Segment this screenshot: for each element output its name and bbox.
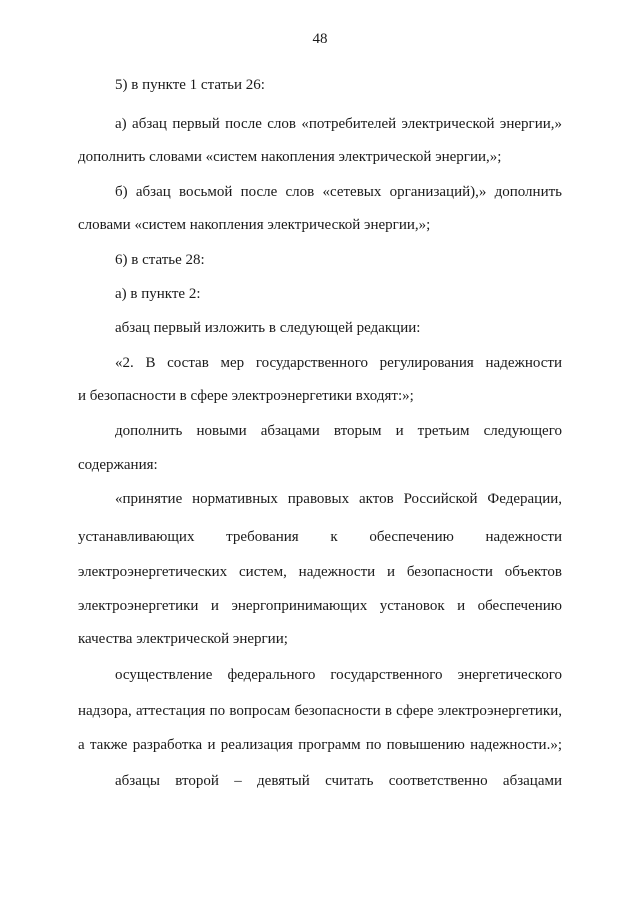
text-line: электроэнергетики и энергопринимающих установок и обеспечению (78, 598, 562, 614)
text-line: дополнить словами «систем накопления электрической энергии,»; (78, 149, 502, 165)
text-line: а также разработка и реализация программ по повышению надежности.»; (78, 737, 562, 753)
text-line: надзора, аттестация по вопросам безопасности в сфере электроэнергетики, (78, 703, 562, 719)
text-line: абзацы второй – девятый считать соответственно абзацами (115, 773, 562, 789)
text-line: дополнить новыми абзацами вторым и третьим следующего (115, 423, 562, 439)
text-line: б) абзац восьмой после слов «сетевых организаций),» дополнить (115, 184, 562, 200)
text-line: «принятие нормативных правовых актов Российской Федерации, (115, 491, 562, 507)
text-line: электроэнергетических систем, надежности и безопасности объектов (78, 564, 562, 580)
text-line: качества электрической энергии; (78, 631, 288, 647)
text-line: осуществление федерального государственного энергетического (115, 667, 562, 683)
text-line: содержания: (78, 457, 158, 473)
text-line: словами «систем накопления электрической энергии,»; (78, 217, 431, 233)
text-line: и безопасности в сфере электроэнергетики входят:»; (78, 388, 414, 404)
text-line: «2. В состав мер государственного регулирования надежности (115, 355, 562, 371)
text-line: а) абзац первый после слов «потребителей электрической энергии,» (115, 116, 562, 132)
text-line: устанавливающих требования к обеспечению надежности (78, 529, 562, 545)
text-line: абзац первый изложить в следующей редакции: (115, 320, 421, 336)
text-line: 5) в пункте 1 статьи 26: (115, 77, 265, 93)
text-line: а) в пункте 2: (115, 286, 201, 302)
text-line: 6) в статье 28: (115, 252, 205, 268)
page-number: 48 (312, 31, 328, 47)
